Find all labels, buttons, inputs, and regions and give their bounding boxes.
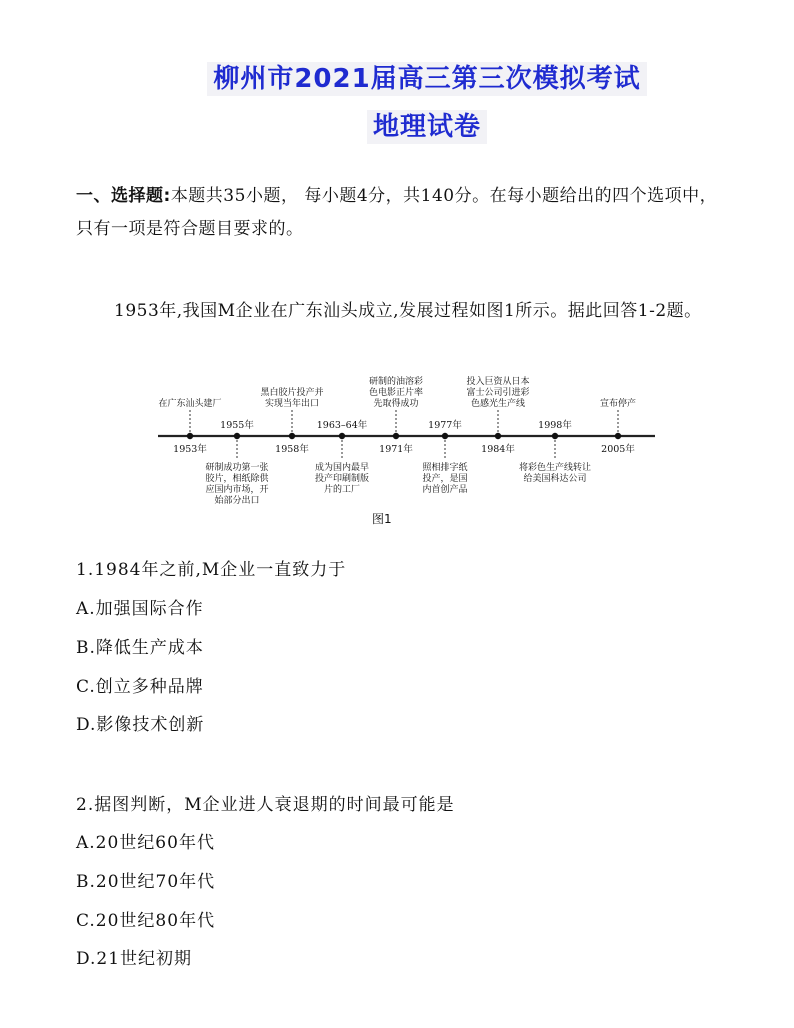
timeline-event-line: 在广东汕头建厂 xyxy=(158,399,222,409)
timeline-event-label xyxy=(519,461,591,484)
timeline-event-line: 先取得成功 xyxy=(373,399,419,409)
timeline-year-label: 1998年 xyxy=(538,420,572,431)
section-instructions-text: 本题共35小题， 每小题4分，共140分。在每小题给出的四个选项中，只有一项是符合题目要求的。 xyxy=(76,186,718,239)
timeline-event-line: 研制成功第一张 xyxy=(205,463,269,473)
timeline-event-line: 始部分出口 xyxy=(214,496,260,506)
timeline-point xyxy=(615,433,621,439)
question-2-stem: 2.据图判断，M企业进人衰退期的时间最可能是 xyxy=(76,795,455,815)
timeline-year-label: 2005年 xyxy=(601,444,635,455)
timeline-event-label xyxy=(260,386,323,409)
question-1-option-d: D.影像技术创新 xyxy=(76,715,205,735)
question-intro: 1953年,我国M企业在广东汕头成立,发展过程如图1所示。据此回答1-2题。 xyxy=(114,301,702,321)
timeline-point xyxy=(495,433,501,439)
timeline-event-line: 投产，是国 xyxy=(422,474,468,484)
timeline-point xyxy=(442,433,448,439)
figure-caption: 图1 xyxy=(372,512,392,526)
timeline-event-label xyxy=(205,461,269,506)
timeline-year-label: 1977年 xyxy=(428,420,462,431)
timeline-year-label: 1958年 xyxy=(275,444,309,455)
timeline-event-line: 投产印刷制版 xyxy=(314,474,370,484)
exam-title xyxy=(30,58,794,95)
timeline-event-line: 色电影正片率 xyxy=(368,388,424,398)
timeline-event-line: 胶片，相纸除供 xyxy=(205,474,269,484)
timeline-event-line: 研制的油溶彩 xyxy=(368,377,424,387)
question-1-stem: 1.1984年之前,M企业一直致力于 xyxy=(76,560,347,580)
exam-subtitle xyxy=(30,106,794,143)
timeline-event-line: 黑白胶片投产并 xyxy=(260,388,324,398)
timeline-event-line: 宣布停产 xyxy=(599,399,637,409)
question-2-option-c: C.20世纪80年代 xyxy=(76,911,216,931)
timeline-point xyxy=(393,433,399,439)
timeline-year-label: 1984年 xyxy=(481,444,515,455)
section-label: 一、选择题: xyxy=(76,186,171,206)
timeline-figure xyxy=(140,370,660,510)
timeline-year-label: 1971年 xyxy=(379,444,413,455)
timeline-point xyxy=(289,433,295,439)
timeline-event-line: 内首创产品 xyxy=(422,485,468,495)
question-2-option-b: B.20世纪70年代 xyxy=(76,872,216,892)
timeline-event-line: 富士公司引进彩 xyxy=(466,388,530,398)
exam-subtitle-text: 地理试卷 xyxy=(367,110,487,144)
question-1-option-c: C.创立多种品牌 xyxy=(76,677,204,697)
question-1-option-a: A.加强国际合作 xyxy=(76,599,204,619)
timeline-event-label xyxy=(600,397,636,409)
timeline-point xyxy=(187,433,193,439)
timeline-event-label xyxy=(369,375,423,409)
timeline-point xyxy=(552,433,558,439)
timeline-event-line: 色感光生产线 xyxy=(470,399,526,409)
timeline-event-line: 应国内市场，开 xyxy=(205,485,269,495)
timeline-event-line: 投入巨资从日本 xyxy=(466,377,530,387)
timeline-year-label: 1953年 xyxy=(173,444,207,455)
timeline-event-label xyxy=(422,461,467,495)
timeline-event-line: 成为国内最早 xyxy=(314,463,370,473)
section-instructions xyxy=(76,180,726,246)
timeline-event-line: 实现当年出口 xyxy=(264,399,320,409)
timeline-event-label xyxy=(466,375,529,409)
question-2-option-d: D.21世纪初期 xyxy=(76,949,193,969)
timeline-event-line: 给美国科达公司 xyxy=(523,474,587,484)
timeline-year-label: 1955年 xyxy=(220,420,254,431)
timeline-event-line: 照相排字纸 xyxy=(422,463,468,473)
exam-title-text: 柳州市2021届高三第三次模拟考试 xyxy=(207,62,646,96)
timeline-event-line: 将彩色生产线转让 xyxy=(518,463,592,473)
timeline-year-label: 1963–64年 xyxy=(316,420,368,431)
timeline-point xyxy=(234,433,240,439)
timeline-event-label xyxy=(158,397,221,409)
question-1-option-b: B.降低生产成本 xyxy=(76,638,204,658)
timeline-event-label xyxy=(315,461,369,495)
timeline-point xyxy=(339,433,345,439)
question-2-option-a: A.20世纪60年代 xyxy=(76,833,215,853)
timeline-event-line: 片的工厂 xyxy=(323,485,361,495)
